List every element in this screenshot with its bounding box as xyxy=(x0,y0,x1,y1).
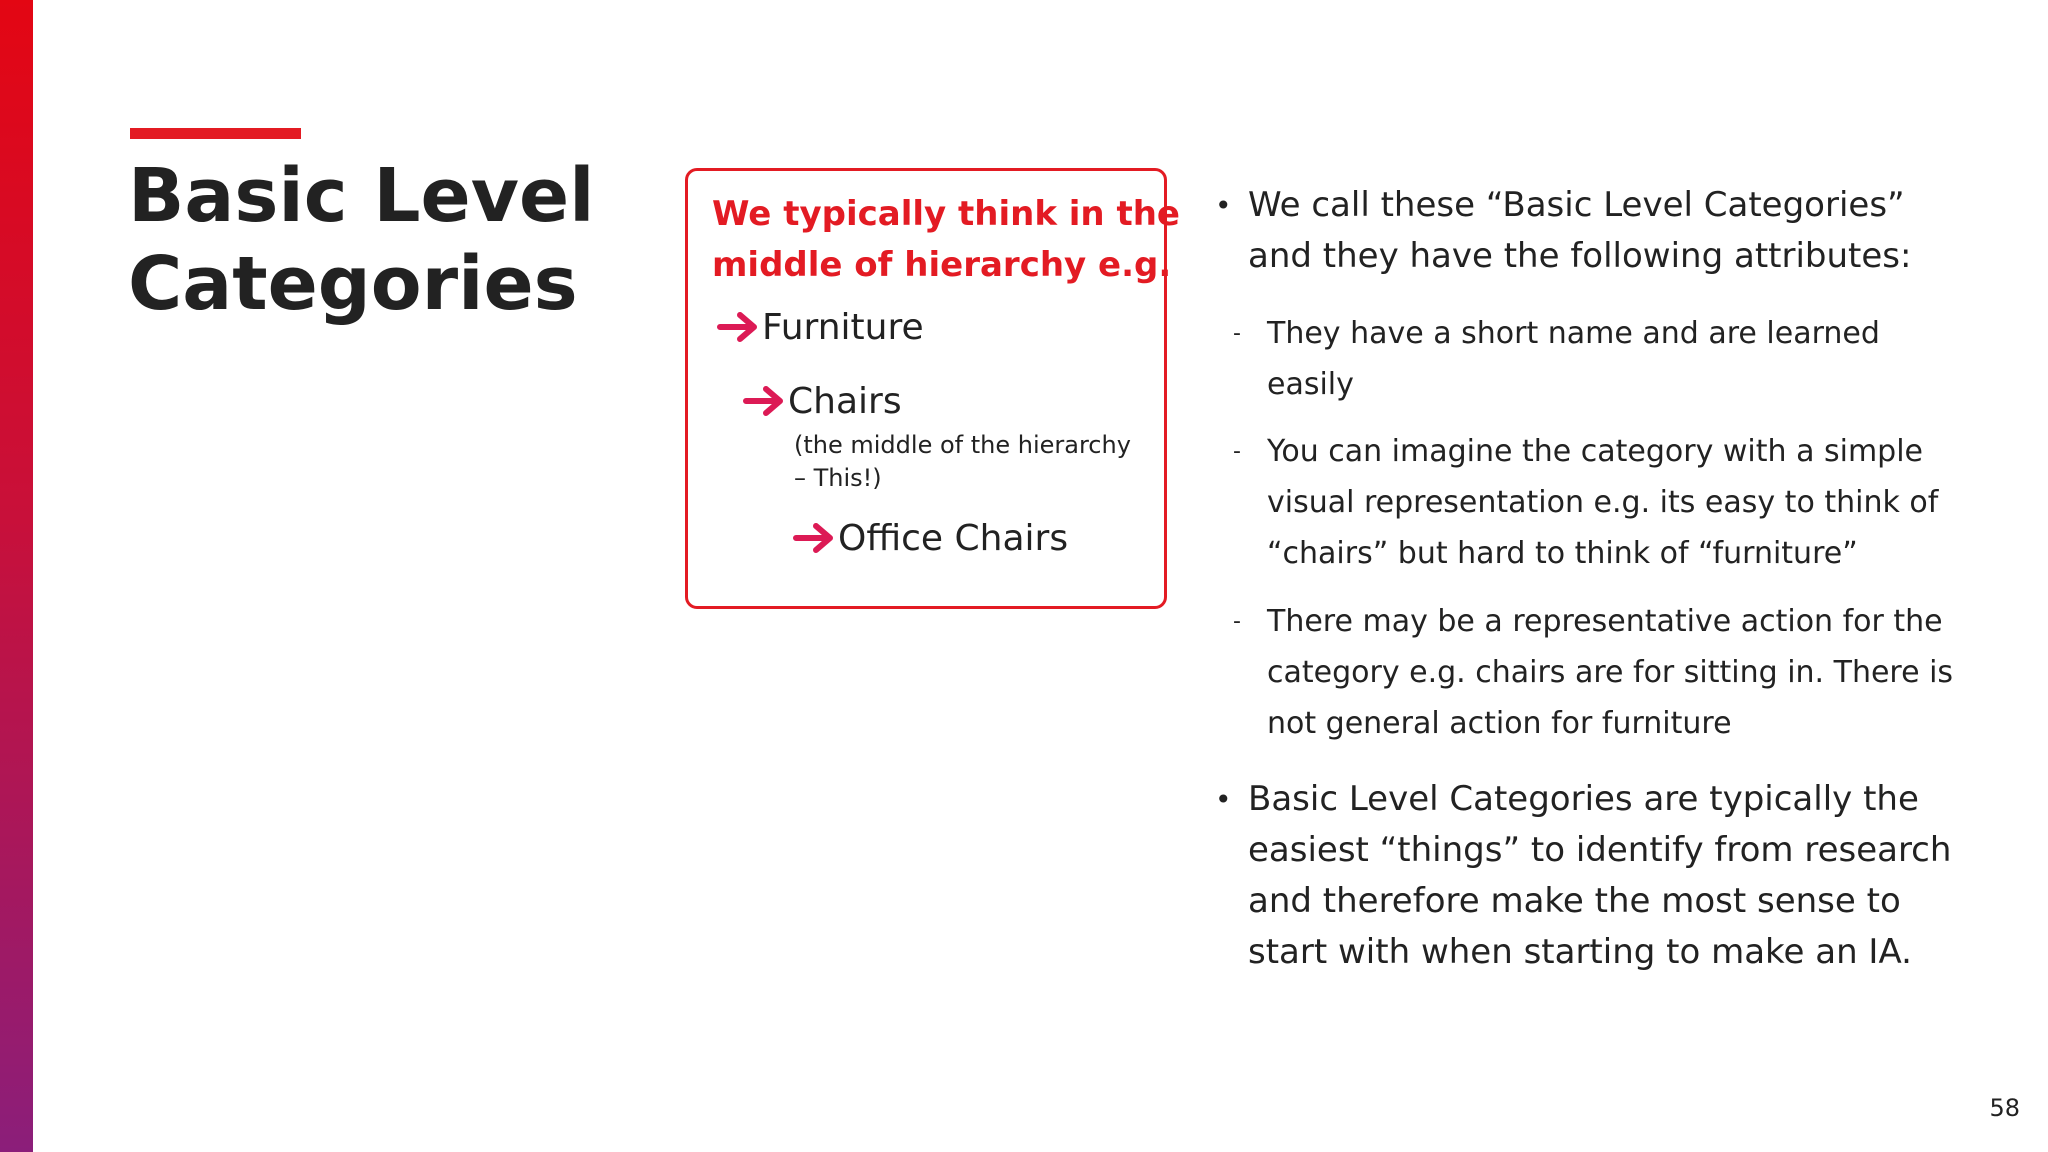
sub-bullet-line: not general action for furniture xyxy=(1267,706,1732,741)
slide-title xyxy=(128,152,648,328)
callout-heading-line: middle of hierarchy e.g. xyxy=(712,245,1172,285)
sub-bullet-text xyxy=(1267,308,2007,410)
bullet-marker: • xyxy=(1215,189,1232,222)
sub-bullet-line: They have a short name and are learned xyxy=(1267,316,1880,351)
arrow-right-icon xyxy=(716,307,762,347)
bullet-line: easiest “things” to identify from research xyxy=(1248,830,1952,870)
sub-bullet-line: “chairs” but hard to think of “furniture” xyxy=(1267,536,1858,571)
callout-heading-line: We typically think in the xyxy=(712,194,1180,234)
bullet-line: and they have the following attributes: xyxy=(1248,236,1912,276)
sub-bullet-line: easily xyxy=(1267,367,1354,402)
title-accent-bar xyxy=(130,128,301,139)
page-number: 58 xyxy=(1989,1094,2020,1122)
bullet-line: and therefore make the most sense to xyxy=(1248,881,1901,921)
hierarchy-callout-box xyxy=(685,168,1180,609)
sub-bullet-marker: - xyxy=(1233,609,1241,634)
arrow-right-icon xyxy=(792,518,838,558)
sub-bullet-marker: - xyxy=(1233,321,1241,346)
brand-sidebar-stripe xyxy=(0,0,33,1152)
bullet-line: start with when starting to make an IA. xyxy=(1248,932,1912,972)
slide-title-line: Basic Level xyxy=(128,153,595,239)
hierarchy-note-line: – This!) xyxy=(794,464,882,492)
arrow-right-icon xyxy=(742,381,788,421)
slide-title-line: Categories xyxy=(128,241,578,327)
hierarchy-item-label: Chairs xyxy=(788,381,902,422)
hierarchy-item-furniture xyxy=(716,307,924,349)
sub-bullet-text xyxy=(1267,596,2007,749)
bullet-line: We call these “Basic Level Categories” xyxy=(1248,185,1905,225)
sub-bullet-marker: - xyxy=(1233,439,1241,464)
hierarchy-item-label: Office Chairs xyxy=(838,518,1069,559)
sub-bullet-line: category e.g. chairs are for sitting in. There is xyxy=(1267,655,1954,690)
hierarchy-note xyxy=(794,429,1131,495)
hierarchy-note-line: (the middle of the hierarchy xyxy=(794,431,1131,459)
callout-heading xyxy=(712,189,1180,291)
bullet-marker: • xyxy=(1215,783,1232,816)
bullet-text xyxy=(1248,180,2008,282)
sub-bullet-line: There may be a representative action for the xyxy=(1267,604,1943,639)
bullet-line: Basic Level Categories are typically the xyxy=(1248,779,1919,819)
sub-bullet-line: visual representation e.g. its easy to think of xyxy=(1267,485,1939,520)
sub-bullet-line: You can imagine the category with a simple xyxy=(1267,434,1924,469)
hierarchy-item-office-chairs xyxy=(792,518,1068,560)
sub-bullet-text xyxy=(1267,426,2007,579)
hierarchy-item-label: Furniture xyxy=(762,307,924,348)
bullet-text xyxy=(1248,774,2008,978)
hierarchy-item-chairs xyxy=(742,381,902,423)
